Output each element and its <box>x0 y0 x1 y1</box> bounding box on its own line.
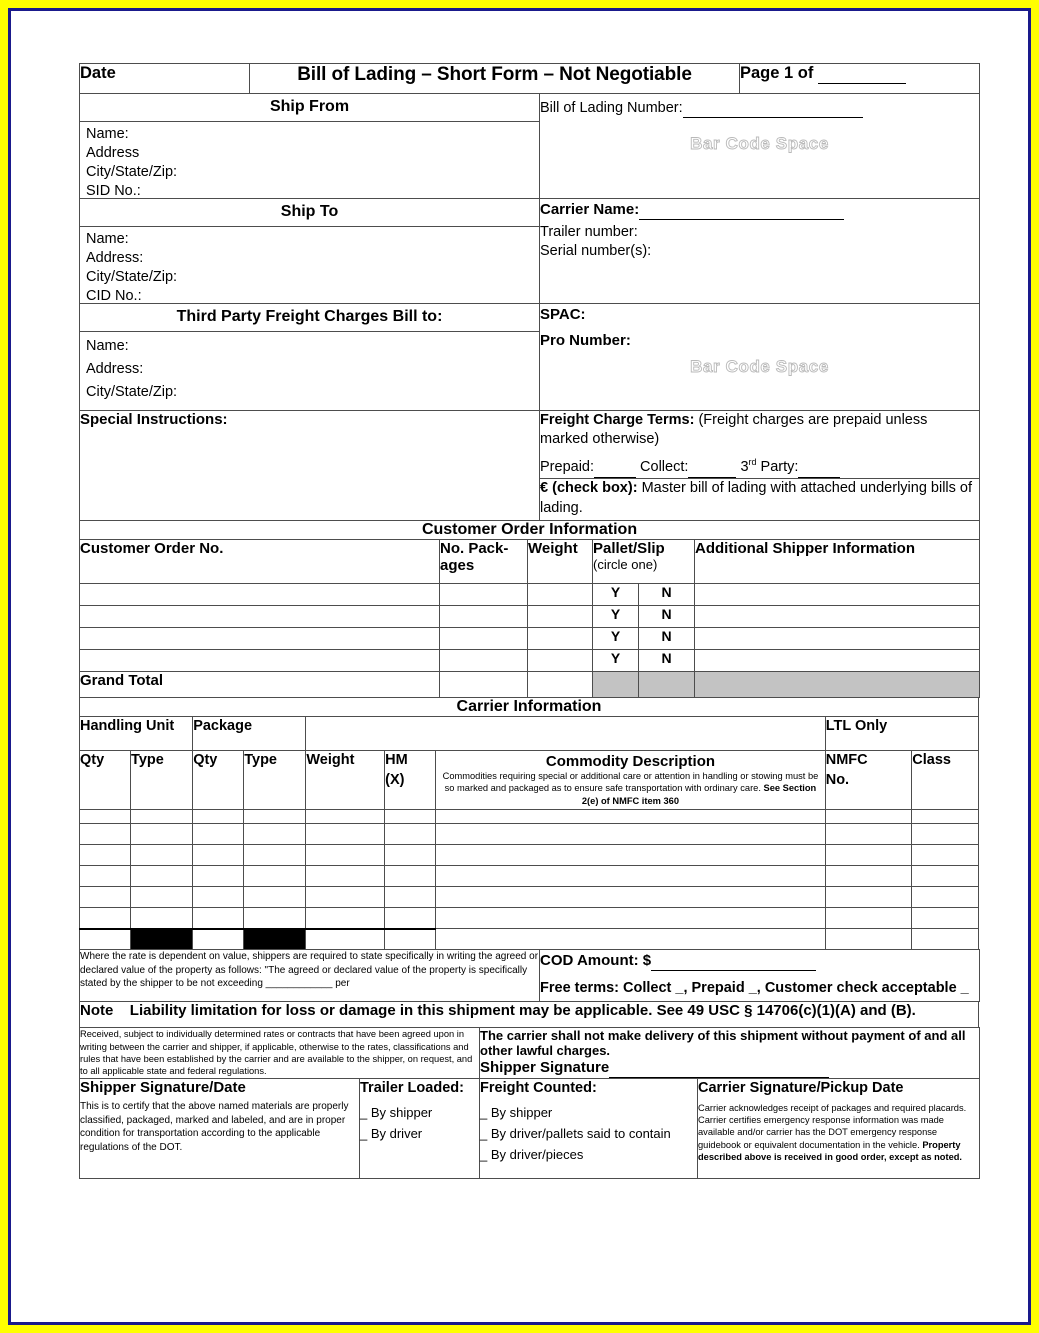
checkbox-icon[interactable]: € <box>540 480 549 497</box>
pallet-no[interactable]: N <box>639 628 695 650</box>
carrier-total-pkg-qty[interactable] <box>193 929 244 950</box>
liability-note-table <box>79 1001 979 1028</box>
received-delivery-table <box>79 1027 980 1079</box>
shipper-signature-blank[interactable] <box>609 1059 829 1078</box>
cod-cell <box>540 950 980 1002</box>
package-type: Type <box>244 751 306 810</box>
page-title: Bill of Lading – Short Form – Not Negotiable <box>250 64 740 94</box>
shipper-signature-block[interactable] <box>80 1079 360 1179</box>
col-pallet-slip <box>593 540 695 584</box>
handling-unit-header: Handling Unit <box>80 717 193 751</box>
ship-from-city-state-zip: City/State/Zip: <box>86 163 178 180</box>
ship-to-address: Address: <box>86 249 144 266</box>
col-weight: Weight <box>528 540 593 584</box>
ship-from-table <box>79 93 980 199</box>
prepaid-label: Prepaid: <box>540 458 595 475</box>
rate-disclaimer: Where the rate is dependent on value, shippers are required to state specifically in writing the agreed or declared value of the property as follows: "The agreed or declared value of the property is specifically stated by the shipper to be not exceeding ____________ per <box>80 950 540 1002</box>
class-header: Class <box>912 751 979 810</box>
pallet-slip-subtitle: (circle one) <box>593 557 658 573</box>
table-row[interactable] <box>80 650 440 672</box>
carrier-total-qty[interactable] <box>80 929 131 950</box>
carrier-information-heading: Carrier Information <box>80 698 979 717</box>
bill-of-lading-form <box>79 63 979 1213</box>
carrier-weight-header: Weight <box>306 751 385 810</box>
cod-amount-blank[interactable] <box>651 952 816 971</box>
ltl-only-header: LTL Only <box>825 717 978 751</box>
carrier-name-label: Carrier Name: <box>540 201 640 218</box>
table-row[interactable] <box>80 810 131 824</box>
pro-barcode-space: Bar Code Space <box>690 357 829 376</box>
nmfc-header: NMFC No. <box>825 751 912 810</box>
handling-unit-type: Type <box>131 751 193 810</box>
col-customer-order-no: Customer Order No. <box>80 540 440 584</box>
checkbox-label: (check box): <box>552 480 638 497</box>
delivery-note-text: The carrier shall not make delivery of this shipment without payment of and all other lawful charges. <box>480 1028 966 1059</box>
pro-number-label: Pro Number: <box>540 332 631 349</box>
col-no-packages: No. Pack-ages <box>440 540 528 584</box>
commodity-title: Commodity Description <box>545 753 716 771</box>
master-bol-checkbox-cell[interactable] <box>540 479 980 521</box>
ship-to-fields[interactable] <box>80 227 539 303</box>
page-number-cell <box>740 64 980 94</box>
ship-to-name: Name: <box>86 231 129 247</box>
shipper-signature-title: Shipper Signature/Date <box>80 1079 246 1097</box>
carrier-total-hm[interactable] <box>385 929 436 950</box>
third-party-heading: Third Party Freight Charges Bill to: <box>80 304 539 332</box>
grand-total-weight[interactable] <box>528 672 593 698</box>
table-row[interactable] <box>80 866 131 887</box>
freight-counted-option[interactable]: _ By driver/pallets said to contain <box>480 1125 671 1141</box>
trailer-loaded-title: Trailer Loaded: <box>360 1080 464 1097</box>
prepaid-blank[interactable] <box>594 458 636 478</box>
freight-counted-title: Freight Counted: <box>480 1080 597 1097</box>
header-table <box>79 63 980 94</box>
grand-total-label: Grand Total <box>80 672 440 698</box>
bol-number-row[interactable] <box>540 99 979 118</box>
trailer-loaded-block[interactable] <box>360 1079 480 1179</box>
cod-free-terms[interactable]: Free terms: Collect _, Prepaid _, Customer check acceptable _ <box>540 980 969 997</box>
special-instructions-cell[interactable] <box>80 411 540 521</box>
pallet-yes[interactable]: Y <box>593 628 639 650</box>
pallet-yes[interactable]: Y <box>593 650 639 672</box>
hm-header: HM (X) <box>385 751 436 810</box>
collect-label: Collect: <box>640 458 689 475</box>
date-label: Date <box>80 64 250 94</box>
col-additional-shipper-info: Additional Shipper Information <box>695 540 980 584</box>
carrier-total-class[interactable] <box>912 929 979 950</box>
carrier-header-spacer <box>306 717 825 751</box>
carrier-name-blank[interactable] <box>639 201 844 220</box>
table-row[interactable] <box>80 845 131 866</box>
commodity-description-header <box>436 751 826 810</box>
package-qty: Qty <box>193 751 244 810</box>
third-party-blank[interactable] <box>798 458 840 478</box>
ship-to-table <box>79 198 980 304</box>
spac-label: SPAC: <box>540 306 586 323</box>
third-party-fields[interactable] <box>80 332 539 410</box>
pallet-no[interactable]: N <box>639 584 695 606</box>
table-row[interactable] <box>80 584 440 606</box>
liability-note-cell <box>80 1002 979 1028</box>
special-instructions-label: Special Instructions: <box>80 411 228 428</box>
note-prefix: Note <box>80 1002 114 1020</box>
freight-charge-terms-cell <box>540 411 980 479</box>
handling-unit-qty: Qty <box>80 751 131 810</box>
carrier-total-nmfc[interactable] <box>825 929 912 950</box>
ship-from-name: Name: <box>86 126 129 142</box>
carrier-total-commodity[interactable] <box>436 929 826 950</box>
freight-terms-options[interactable] <box>540 456 979 478</box>
shipper-signature-label: Shipper Signature <box>480 1059 610 1077</box>
ship-to-city-state-zip: City/State/Zip: <box>86 268 178 285</box>
freight-counted-block[interactable] <box>480 1079 698 1179</box>
third-party-table <box>79 303 980 411</box>
note-text: Liability limitation for loss or damage in this shipment may be applicable. See 49 USC § 14706(c)(1)(A) and (B). <box>129 1002 916 1020</box>
third-party-name: Name: <box>86 338 129 354</box>
bol-number-blank[interactable] <box>683 99 863 118</box>
page-frame <box>8 8 1031 1325</box>
third-party-city-state-zip: City/State/Zip: <box>86 384 178 401</box>
carrier-signature-text: Carrier acknowledges receipt of packages and required placards. Carrier certifies emergency response information was made available and/or carrier has the DOT emergency response guidebook or equivalent documentation in the vehicle. Property described above is received in good order, except as noted. <box>698 1102 967 1163</box>
grand-total-shaded <box>593 672 639 698</box>
ship-from-address: Address <box>86 144 140 161</box>
spac-pro-cell <box>540 304 980 411</box>
pallet-slip-title: Pallet/Slip <box>593 540 665 558</box>
table-row[interactable] <box>80 887 131 908</box>
bol-barcode-space: Bar Code Space <box>690 134 829 154</box>
pallet-no[interactable]: N <box>639 606 695 628</box>
pallet-no[interactable]: N <box>639 650 695 672</box>
commodity-note: Commodities requiring special or additional care or attention in handling or stowing must be so marked and packaged as to ensure safe transportation with ordinary care. See Section 2(e) of NMFC item 360 <box>442 771 819 806</box>
bol-number-label: Bill of Lading Number: <box>540 100 683 116</box>
ship-to-heading: Ship To <box>80 199 539 227</box>
trailer-loaded-option[interactable]: _ By shipper <box>360 1104 433 1120</box>
trailer-number-label: Trailer number: <box>540 224 638 240</box>
carrier-name-row[interactable] <box>540 201 979 220</box>
cod-amount-label: COD Amount: $ <box>540 952 652 970</box>
footer-signature-table <box>79 1078 980 1179</box>
ship-from-fields[interactable] <box>80 122 539 198</box>
page-label: Page 1 of <box>740 64 814 82</box>
carrier-name-cell <box>540 199 980 304</box>
bol-number-cell <box>540 94 980 199</box>
grand-total-shaded <box>695 672 980 698</box>
freight-counted-option[interactable]: _ By shipper <box>480 1104 553 1120</box>
carrier-signature-title: Carrier Signature/Pickup Date <box>698 1080 904 1097</box>
third-party-cell <box>80 304 540 411</box>
grand-total-shaded <box>639 672 695 698</box>
ship-from-cell <box>80 94 540 199</box>
ship-from-heading: Ship From <box>80 94 539 122</box>
package-header: Package <box>193 717 306 751</box>
third-party-terms-label: 3rd Party: <box>740 456 799 475</box>
ship-to-cid-no: CID No.: <box>86 287 142 304</box>
pallet-yes[interactable]: Y <box>593 606 639 628</box>
third-party-address: Address: <box>86 361 144 378</box>
carrier-total-weight[interactable] <box>306 929 385 950</box>
freight-terms-line <box>540 411 979 450</box>
ship-from-sid-no: SID No.: <box>86 182 141 199</box>
collect-blank[interactable] <box>688 458 736 478</box>
special-instructions-table <box>79 410 980 521</box>
freight-terms-note: (Freight charges are prepaid unless marked otherwise) <box>540 412 928 448</box>
freight-terms-label: Freight Charge Terms: <box>540 412 695 428</box>
freight-counted-option[interactable]: _ By driver/pieces <box>480 1146 584 1162</box>
carrier-total-blocked <box>244 929 306 950</box>
grand-total-packages[interactable] <box>440 672 528 698</box>
delivery-note-cell <box>480 1028 980 1079</box>
table-row[interactable] <box>80 628 440 650</box>
page-number-blank[interactable] <box>818 65 906 84</box>
carrier-information-table <box>79 697 979 950</box>
pallet-yes[interactable]: Y <box>593 584 639 606</box>
trailer-loaded-option[interactable]: _ By driver <box>360 1125 423 1141</box>
received-terms-text: Received, subject to individually determined rates or contracts that have been agreed upon in writing between the carrier and shipper, if applicable, otherwise to the rates, classifications and rules that have been established by the carrier and are available to the shipper, on request, and to all applicable state and federal regulations. <box>80 1028 480 1079</box>
ship-to-cell <box>80 199 540 304</box>
table-row[interactable] <box>80 824 131 845</box>
checkbox-text: Master bill of lading with attached underlying bills of lading. <box>540 480 973 516</box>
serial-number-label: Serial number(s): <box>540 243 652 260</box>
shipper-signature-text: This is to certify that the above named materials are properly classified, packaged, marked and labeled, and are in proper condition for transportation according to the applicable regulations of the DOT. <box>80 1101 349 1153</box>
cod-amount-row[interactable] <box>540 952 979 971</box>
table-row[interactable] <box>80 606 440 628</box>
shipper-signature-row[interactable] <box>480 1059 979 1078</box>
table-row[interactable] <box>80 908 131 929</box>
carrier-total-blocked <box>131 929 193 950</box>
customer-order-heading: Customer Order Information <box>80 521 980 540</box>
rate-cod-table <box>79 949 980 1002</box>
customer-order-table <box>79 520 980 698</box>
carrier-signature-block[interactable] <box>698 1079 980 1179</box>
